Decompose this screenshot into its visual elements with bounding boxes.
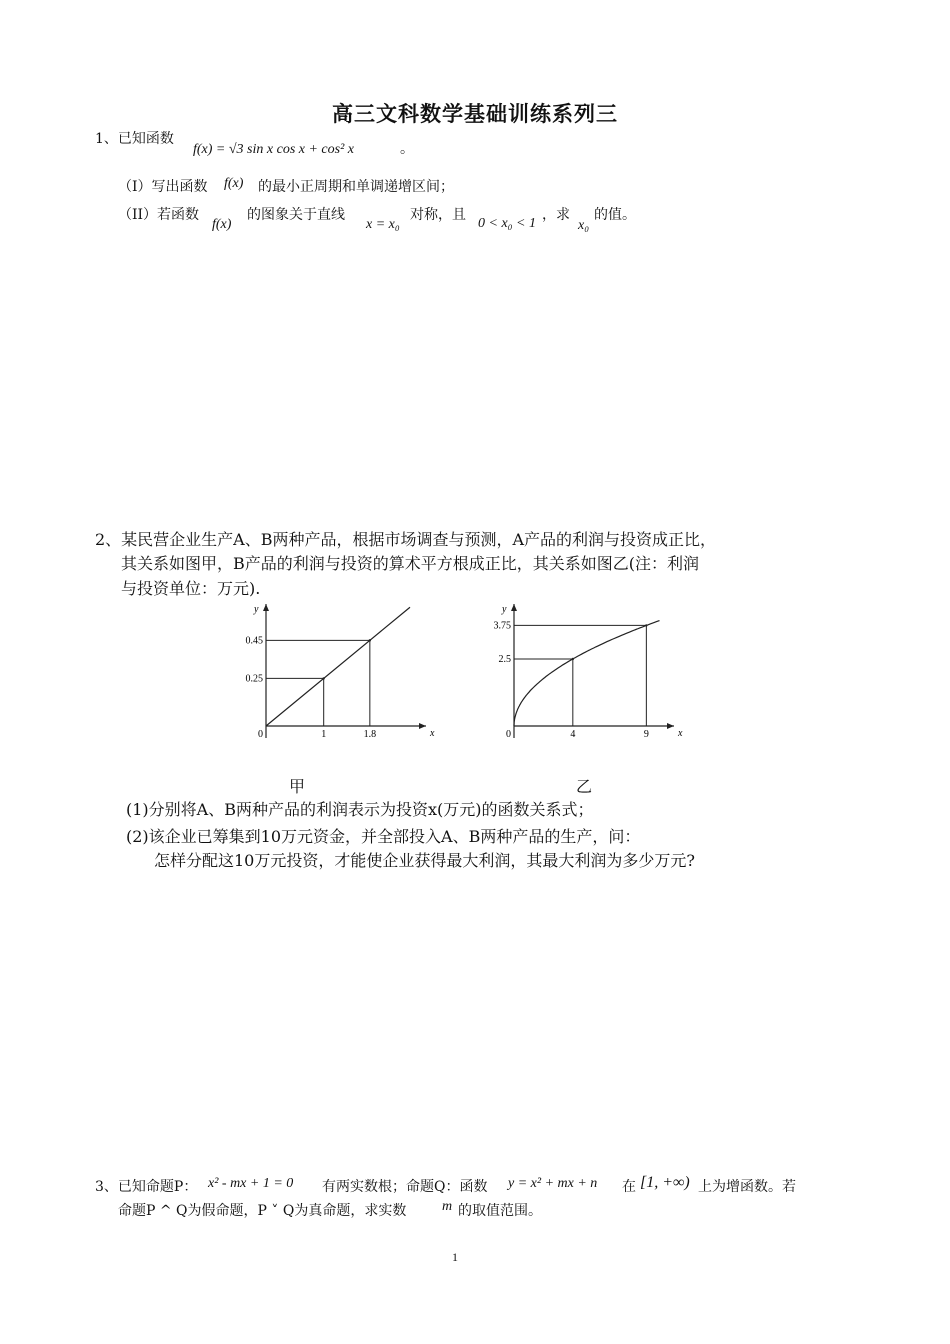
series-curve	[514, 621, 660, 726]
q1-part2-text3: ，求	[542, 207, 570, 223]
x-tick-label: 9	[643, 729, 649, 740]
q1-part2-text1: 的图象关于直线	[247, 207, 345, 223]
data-point	[572, 658, 574, 660]
x-tick-label: 4	[570, 729, 576, 740]
q3-line2-end: 的取值范围。	[458, 1203, 542, 1219]
y-tick-label: 3.75	[493, 620, 511, 632]
x-axis-arrow	[667, 723, 674, 729]
q1-part1-prefix: （I）写出函数	[118, 179, 208, 195]
q1-part1-fx: f(x)	[224, 176, 244, 191]
q3-prefix: 3、已知命题P：	[95, 1179, 198, 1195]
q1-part2-text2: 对称，且	[410, 207, 466, 223]
chart-jia	[232, 598, 435, 748]
x-tick-label-origin: 0	[258, 729, 263, 740]
x-axis-arrow	[419, 723, 426, 729]
q3-line2: 命题P ^ Q为假命题，P ˅ Q为真命题，求实数	[118, 1203, 407, 1219]
page-number: 1	[452, 1250, 458, 1264]
x-axis-label: x	[430, 728, 435, 739]
q1-part2-ineq: 0 < x₀ < 1	[478, 216, 536, 231]
y-axis-arrow	[263, 604, 269, 611]
y-axis-label: y	[502, 604, 507, 615]
data-point	[322, 677, 324, 679]
y-tick-label: 2.5	[498, 653, 511, 665]
q1-part2-eq: x = x₀	[366, 217, 400, 232]
q3-text2: 在	[622, 1179, 636, 1195]
q1-part2-x0: x₀	[578, 218, 590, 233]
q2-line2: 其关系如图甲，B产品的利润与投资的算术平方根成正比，其关系如图乙(注：利润	[121, 554, 700, 573]
q2-line3: 与投资单位：万元).	[121, 579, 261, 598]
q3-interval: [1, +∞)	[640, 1174, 690, 1191]
q3-text3: 上为增函数。若	[698, 1179, 796, 1195]
y-axis-label: y	[254, 604, 259, 615]
data-point	[369, 639, 371, 641]
q3-text1: 有两实数根；命题Q：函数	[322, 1179, 488, 1195]
q3-var-m: m	[442, 1199, 453, 1214]
q1-part2-text4: 的值。	[594, 207, 636, 223]
series-line	[266, 607, 410, 726]
q3-eq-p: x² - mx + 1 = 0	[208, 1176, 294, 1191]
x-tick-label: 1	[321, 729, 327, 740]
q2-sub1: (1)分别将A、B两种产品的利润表示为投资x(万元)的函数关系式；	[126, 800, 594, 819]
q2-sub3: 怎样分配这10万元投资，才能使企业获得最大利润，其最大利润为多少万元?	[154, 851, 695, 870]
q1-label: 1、已知函数	[95, 131, 174, 147]
q2-line1: 2、某民营企业生产A、B两种产品，根据市场调查与预测，A产品的利润与投资成正比，	[95, 530, 717, 549]
q1-formula: f(x) = √3 sin x cos x + cos² x	[193, 142, 355, 157]
y-tick-label: 0.45	[245, 635, 263, 647]
q1-part1-text: 的最小正周期和单调递增区间；	[258, 179, 454, 195]
q1-part2-prefix: （II）若函数	[118, 207, 200, 223]
page-title: 高三文科数学基础训练系列三	[332, 101, 618, 126]
q3-eq-q: y = x² + mx + n	[508, 1176, 598, 1191]
y-tick-label: 0.25	[245, 673, 263, 685]
chart-jia-caption: 甲	[289, 777, 306, 796]
q2-sub2: (2)该企业已筹集到10万元资金，并全部投入A、B两种产品的生产，问：	[126, 827, 641, 846]
x-axis-label: x	[678, 728, 683, 739]
x-tick-label: 1.8	[363, 729, 377, 740]
data-point	[645, 624, 647, 626]
y-axis-arrow	[511, 604, 517, 611]
chart-yi-caption: 乙	[576, 777, 593, 796]
chart-yi	[480, 598, 683, 748]
x-tick-label-origin: 0	[506, 729, 511, 740]
q1-part2-fx: f(x)	[212, 217, 232, 232]
q1-end: 。	[400, 141, 414, 157]
